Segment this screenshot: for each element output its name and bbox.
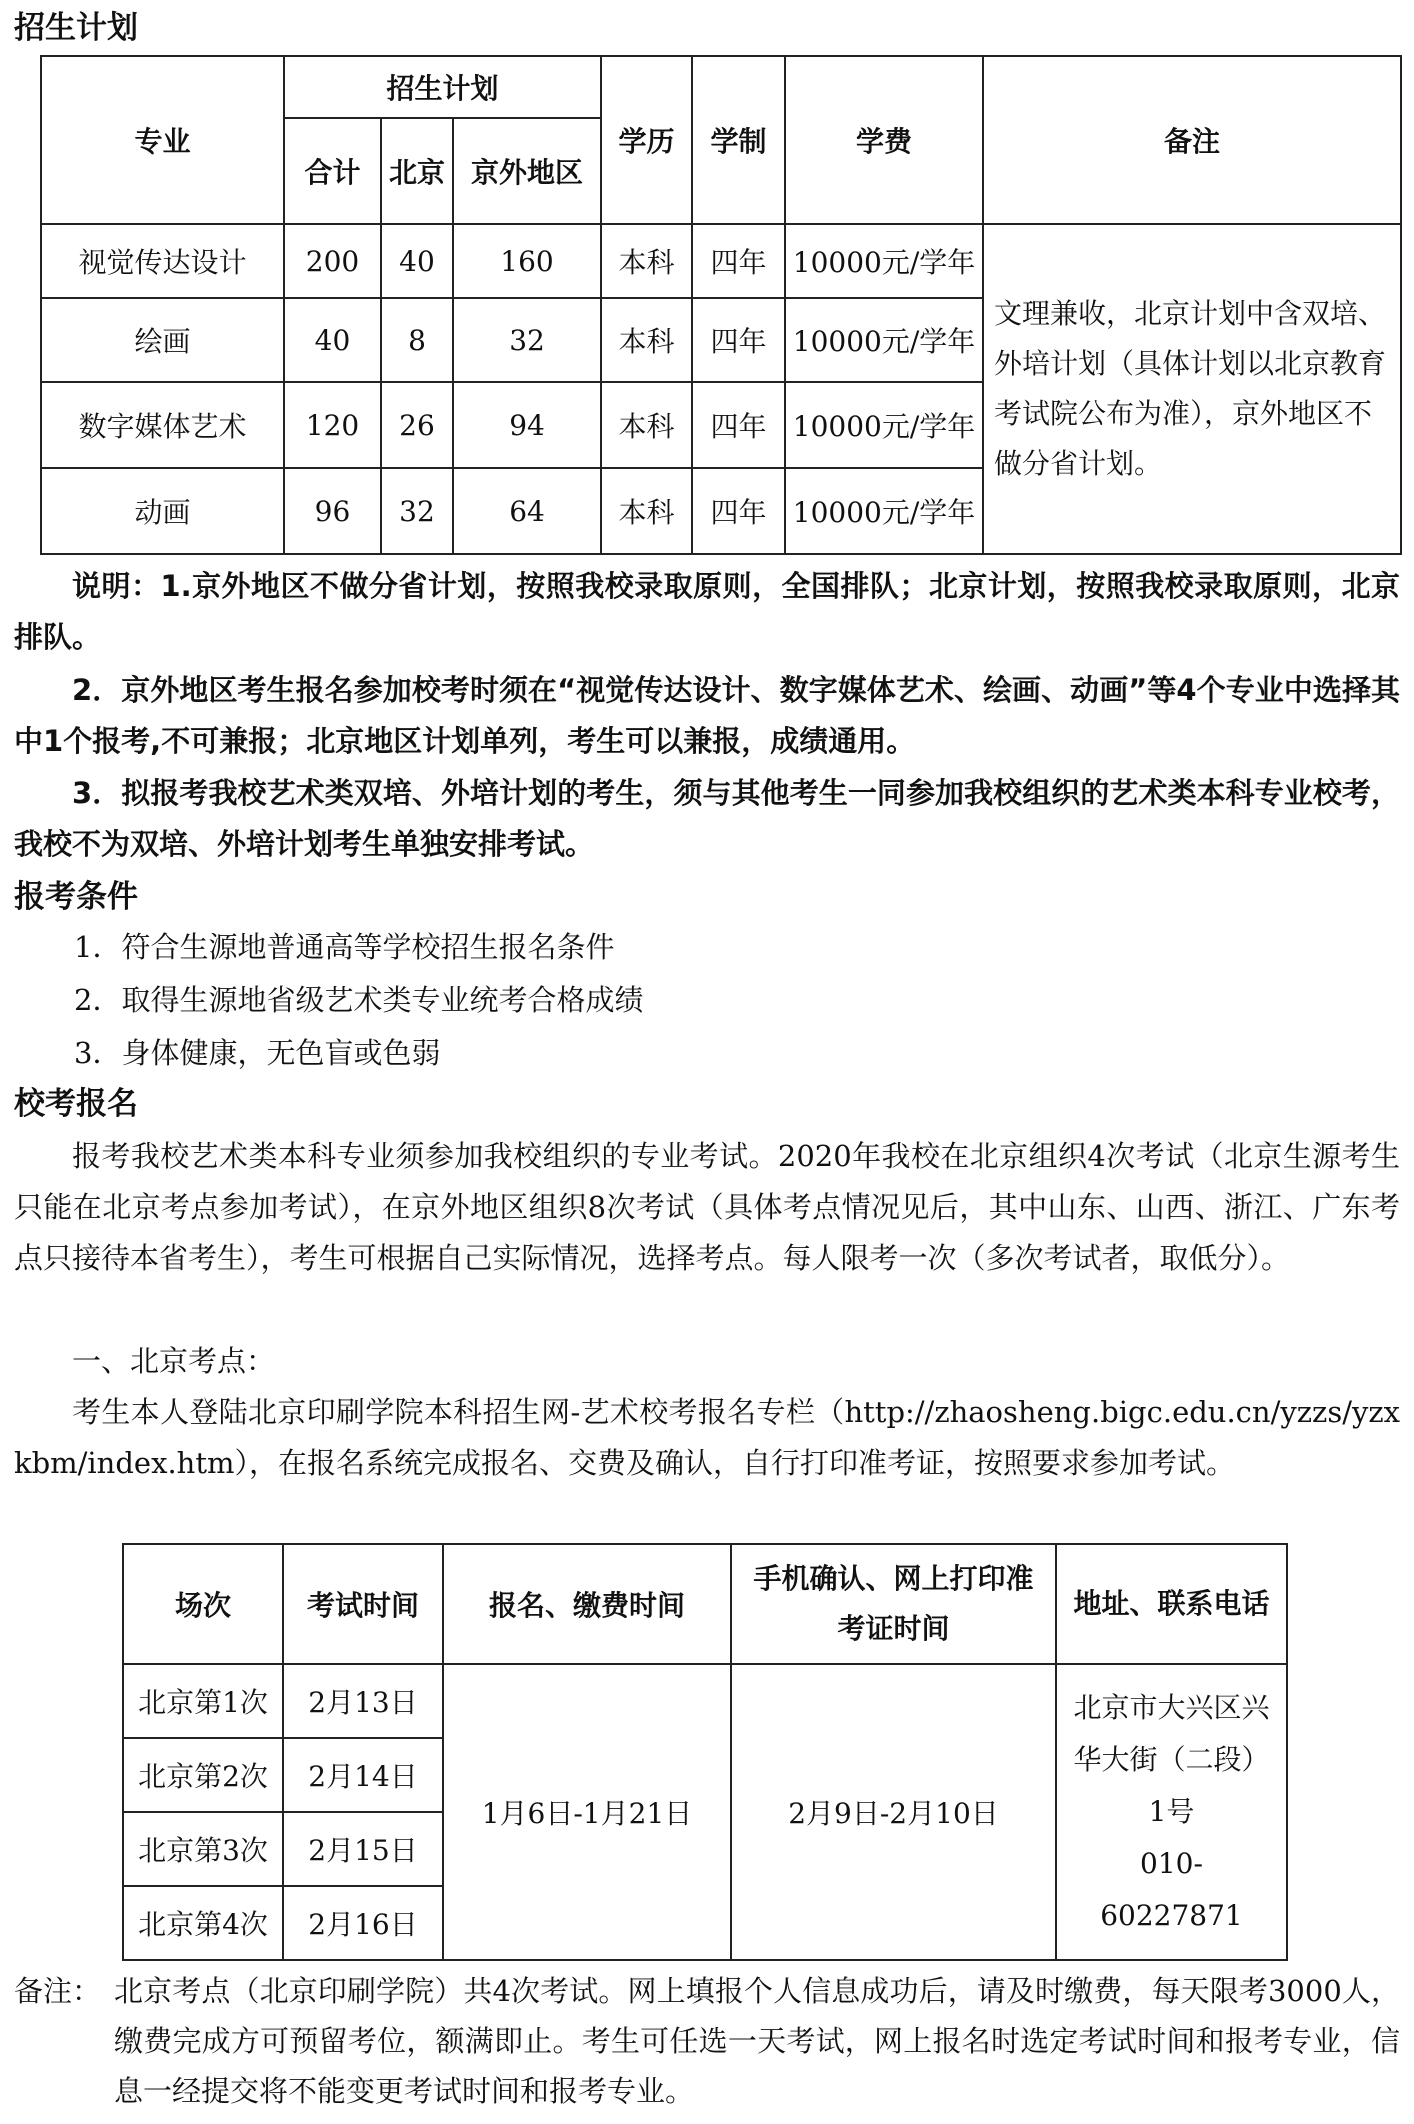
cell-degree: 本科 [601, 382, 692, 468]
cell-exam-time: 2月16日 [283, 1886, 443, 1960]
phone-text: 010-60227871 [1100, 1847, 1243, 1932]
registration-intro: 报考我校艺术类本科专业须参加我校组织的专业考试。2020年我校在北京组织4次考试（北京生源考生只能在北京考点参加考试），在京外地区组织8次考试（具体考点情况见后，其中山东、山西、浙江、广东考点只接待本省考生），考生可根据自己实际情况，选择考点。每人限考一次（多次考试者，取低分）。 [14, 1139, 1400, 1275]
cell-exam-time: 2月13日 [283, 1664, 443, 1738]
explanation-2: 2．京外地区考生报名参加校考时须在“视觉传达设计、数字媒体艺术、绘画、动画”等4个专业中选择其中1个报考,不可兼报；北京地区计划单列，考生可以兼报，成绩通用。 [14, 673, 1400, 758]
beijing-exam-table [122, 1543, 1288, 1961]
cell-degree: 本科 [601, 468, 692, 554]
cell-beijing: 32 [381, 468, 453, 554]
plan-section-title: 招生计划 [14, 10, 138, 46]
cell-exam-time: 2月14日 [283, 1738, 443, 1812]
enrollment-plan-table [40, 55, 1402, 555]
header-plan-group: 招生计划 [284, 56, 601, 118]
cell-major: 数字媒体艺术 [41, 382, 284, 468]
cell-fee: 10000元/学年 [785, 224, 983, 298]
header-reg-time: 报名、缴费时间 [443, 1544, 731, 1664]
cell-total: 96 [284, 468, 381, 554]
cell-major: 绘画 [41, 298, 284, 382]
cell-total: 200 [284, 224, 381, 298]
explanation-3: 3．拟报考我校艺术类双培、外培计划的考生，须与其他考生一同参加我校组织的艺术类本科专业校考，我校不为双培、外培计划考生单独安排考试。 [14, 776, 1400, 861]
cell-duration: 四年 [692, 468, 785, 554]
cell-exam-time: 2月15日 [283, 1812, 443, 1886]
cell-beijing: 40 [381, 224, 453, 298]
header-major: 专业 [41, 56, 284, 224]
cell-outside: 160 [453, 224, 601, 298]
cell-duration: 四年 [692, 382, 785, 468]
condition-item-3: 3．身体健康，无色盲或色弱 [74, 1036, 441, 1070]
header-total: 合计 [284, 118, 381, 224]
cell-total: 120 [284, 382, 381, 468]
cell-fee: 10000元/学年 [785, 382, 983, 468]
cell-duration: 四年 [692, 298, 785, 382]
remark-label: 备注： [14, 1974, 102, 2008]
header-session: 场次 [123, 1544, 283, 1664]
conditions-section-title: 报考条件 [14, 879, 138, 915]
cell-session: 北京第3次 [123, 1812, 283, 1886]
cell-degree: 本科 [601, 224, 692, 298]
explanation-1: 说明：1.京外地区不做分省计划，按照我校录取原则，全国排队；北京计划，按照我校录取原则，北京排队。 [14, 569, 1400, 654]
cell-outside: 32 [453, 298, 601, 382]
cell-session: 北京第4次 [123, 1886, 283, 1960]
condition-item-2: 2．取得生源地省级艺术类专业统考合格成绩 [74, 983, 644, 1017]
cell-fee: 10000元/学年 [785, 298, 983, 382]
beijing-heading: 一、北京考点： [72, 1344, 276, 1378]
header-exam-time: 考试时间 [283, 1544, 443, 1664]
condition-item-1: 1．符合生源地普通高等学校招生报名条件 [74, 930, 615, 964]
cell-confirm-time: 2月9日-2月10日 [731, 1664, 1056, 1960]
cell-outside: 64 [453, 468, 601, 554]
header-address: 地址、联系电话 [1056, 1544, 1287, 1664]
header-confirm-time: 手机确认、网上打印准考证时间 [731, 1544, 1056, 1664]
cell-beijing: 8 [381, 298, 453, 382]
beijing-registration-text: 考生本人登陆北京印刷学院本科招生网-艺术校考报名专栏（http://zhaosheng.bigc.edu.cn/yzzs/yzxkbm/index.htm），在报名系统完成报名、交费及确认，自行打印准考证，按照要求参加考试。 [14, 1395, 1400, 1480]
cell-degree: 本科 [601, 298, 692, 382]
cell-session: 北京第1次 [123, 1664, 283, 1738]
header-outside: 京外地区 [453, 118, 601, 224]
header-duration: 学制 [692, 56, 785, 224]
header-fee: 学费 [785, 56, 983, 224]
cell-note: 文理兼收，北京计划中含双培、外培计划（具体计划以北京教育考试院公布为准），京外地区不做分省计划。 [983, 224, 1401, 554]
address-text: 北京市大兴区兴华大街（二段）1号 [1073, 1691, 1270, 1828]
cell-fee: 10000元/学年 [785, 468, 983, 554]
cell-duration: 四年 [692, 224, 785, 298]
registration-section-title: 校考报名 [14, 1086, 138, 1122]
cell-major: 视觉传达设计 [41, 224, 284, 298]
remark-text: 北京考点（北京印刷学院）共4次考试。网上填报个人信息成功后，请及时缴费，每天限考3000人，缴费完成方可预留考位，额满即止。考生可任选一天考试，网上报名时选定考试时间和报考专业，信息一经提交将不能变更考试时间和报考专业。 [114, 1974, 1400, 2108]
cell-major: 动画 [41, 468, 284, 554]
cell-session: 北京第2次 [123, 1738, 283, 1812]
cell-address [1056, 1664, 1287, 1960]
header-beijing: 北京 [381, 118, 453, 224]
table-row [41, 224, 1401, 298]
cell-outside: 94 [453, 382, 601, 468]
table-row [123, 1664, 1287, 1738]
header-note: 备注 [983, 56, 1401, 224]
header-degree: 学历 [601, 56, 692, 224]
cell-total: 40 [284, 298, 381, 382]
cell-reg-time: 1月6日-1月21日 [443, 1664, 731, 1960]
cell-beijing: 26 [381, 382, 453, 468]
